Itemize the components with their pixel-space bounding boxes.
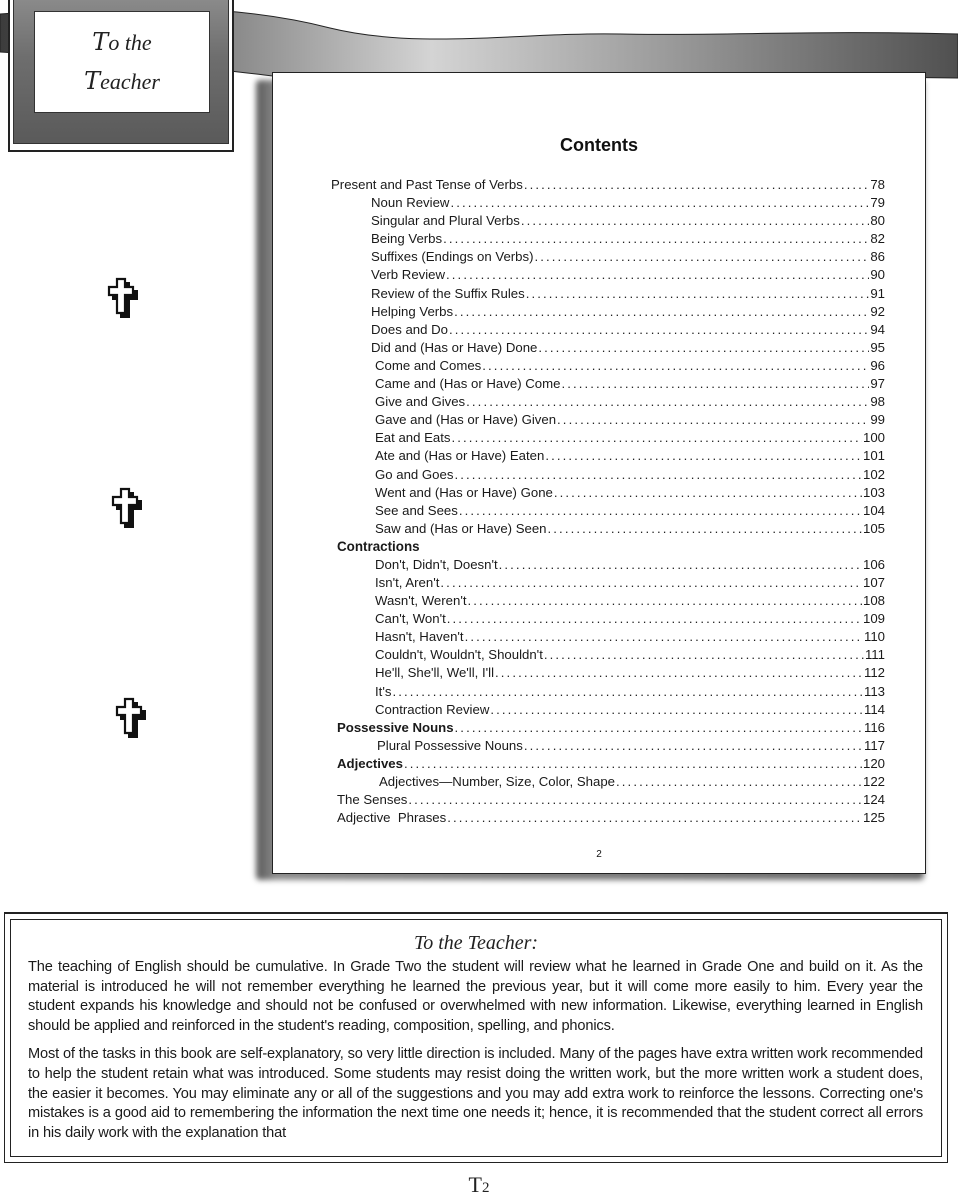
toc-entry: Contraction Review ..... 114 bbox=[331, 701, 885, 719]
plaque-line-2: Teacher bbox=[84, 67, 160, 95]
toc-entry: Eat and Eats ..... 100 bbox=[331, 429, 885, 447]
section-heading-contractions: Contractions bbox=[337, 538, 420, 554]
teacher-note-body bbox=[28, 958, 923, 1152]
toc-entry: Ate and (Has or Have) Eaten ..... 101 bbox=[331, 447, 885, 465]
toc-entry: Being Verbs ..... 82 bbox=[331, 230, 885, 248]
toc-entry: Plural Possessive Nouns ..... 117 bbox=[331, 737, 885, 755]
toc-entry: Suffixes (Endings on Verbs) ..... 86 bbox=[331, 248, 885, 266]
contents-page-number: 2 bbox=[596, 849, 602, 860]
toc-entry: Can't, Won't ..... 109 bbox=[331, 610, 885, 628]
toc-entry: Came and (Has or Have) Come ..... 97 bbox=[331, 375, 885, 393]
contents-page bbox=[272, 72, 926, 874]
toc-entry-possessive-nouns: Possessive Nouns ..... 116 bbox=[331, 719, 885, 737]
toc-entry: Saw and (Has or Have) Seen ..... 105 bbox=[331, 520, 885, 538]
teacher-note-paragraph: Most of the tasks in this book are self-explanatory, so very little direction is included. Many of the pages have extra written work recommended to help the student retain what was introduced. Some students may resist doing the written work, but the more written work a student does, the easier it becomes. You may eliminate any or all of the suggestions and you may add extra work to reinforce the lessons. Correcting one's mistakes is a good aid to remembering the information the next time one needs it; hence, it is recommended that the student correct all errors in his daily work with the explanation that bbox=[28, 1046, 923, 1141]
contents-title: Contents bbox=[560, 135, 638, 155]
toc-entry: Don't, Didn't, Doesn't ..... 106 bbox=[331, 556, 885, 574]
toc-entry: Hasn't, Haven't ..... 110 bbox=[331, 628, 885, 646]
toc-entry: Go and Goes ..... 102 bbox=[331, 466, 885, 484]
toc-entry: Isn't, Aren't ..... 107 bbox=[331, 574, 885, 592]
toc-entry: Did and (Has or Have) Done ..... 95 bbox=[331, 339, 885, 357]
toc-entry: Review of the Suffix Rules ..... 91 bbox=[331, 285, 885, 303]
toc-entry-adjectives: Adjectives ..... 120 bbox=[331, 755, 885, 773]
toc-entry: Helping Verbs ..... 92 bbox=[331, 303, 885, 321]
plaque-line-1: To the bbox=[92, 28, 152, 56]
toc-entry: Couldn't, Wouldn't, Shouldn't ..... 111 bbox=[331, 646, 885, 664]
cross-icon bbox=[110, 486, 144, 530]
toc-entry: Adjectives—Number, Size, Color, Shape ..... 122 bbox=[331, 773, 885, 791]
toc-entry: The Senses ..... 124 bbox=[331, 791, 885, 809]
toc-entry: See and Sees ..... 104 bbox=[331, 502, 885, 520]
toc-entry: Give and Gives ..... 98 bbox=[331, 393, 885, 411]
toc-entry: Gave and (Has or Have) Given ..... 99 bbox=[331, 411, 885, 429]
cross-icon bbox=[114, 696, 148, 740]
table-of-contents bbox=[331, 176, 885, 827]
teacher-note-box bbox=[4, 912, 948, 1163]
toc-entry: It's ..... 113 bbox=[331, 683, 885, 701]
toc-entry: Noun Review ..... 79 bbox=[331, 194, 885, 212]
toc-entry: Adjective Phrases ..... 125 bbox=[331, 809, 885, 827]
plaque-frame bbox=[13, 0, 229, 144]
toc-entry: Wasn't, Weren't ..... 108 bbox=[331, 592, 885, 610]
teacher-note-inner-border bbox=[10, 919, 942, 1157]
toc-entry: Singular and Plural Verbs ..... 80 bbox=[331, 212, 885, 230]
toc-entry: Went and (Has or Have) Gone ..... 103 bbox=[331, 484, 885, 502]
footer-page-number: T2 bbox=[468, 1172, 490, 1197]
header-plaque bbox=[8, 0, 234, 152]
cross-icon bbox=[106, 276, 140, 320]
toc-entry: Verb Review ..... 90 bbox=[331, 266, 885, 284]
teacher-note-title: To the Teacher: bbox=[413, 932, 539, 954]
toc-entry: Does and Do ..... 94 bbox=[331, 321, 885, 339]
plaque-label bbox=[34, 11, 210, 113]
toc-entry: Come and Comes ..... 96 bbox=[331, 357, 885, 375]
teacher-note-paragraph: The teaching of English should be cumulative. In Grade Two the student will review what he learned in Grade One and build on it. As the material is introduced he will not remember everything he learned the previous year, but it will come more easily to him. Every year the student expands his knowledge and should not be confused or overwhelmed with new information. Likewise, everything learned in English should be applied and reinforced in the student's reading, composition, spelling, and phonics. bbox=[28, 959, 923, 1034]
toc-entry: Present and Past Tense of Verbs ..... 78 bbox=[331, 176, 885, 194]
toc-entry: He'll, She'll, We'll, I'll ..... 112 bbox=[331, 664, 885, 682]
